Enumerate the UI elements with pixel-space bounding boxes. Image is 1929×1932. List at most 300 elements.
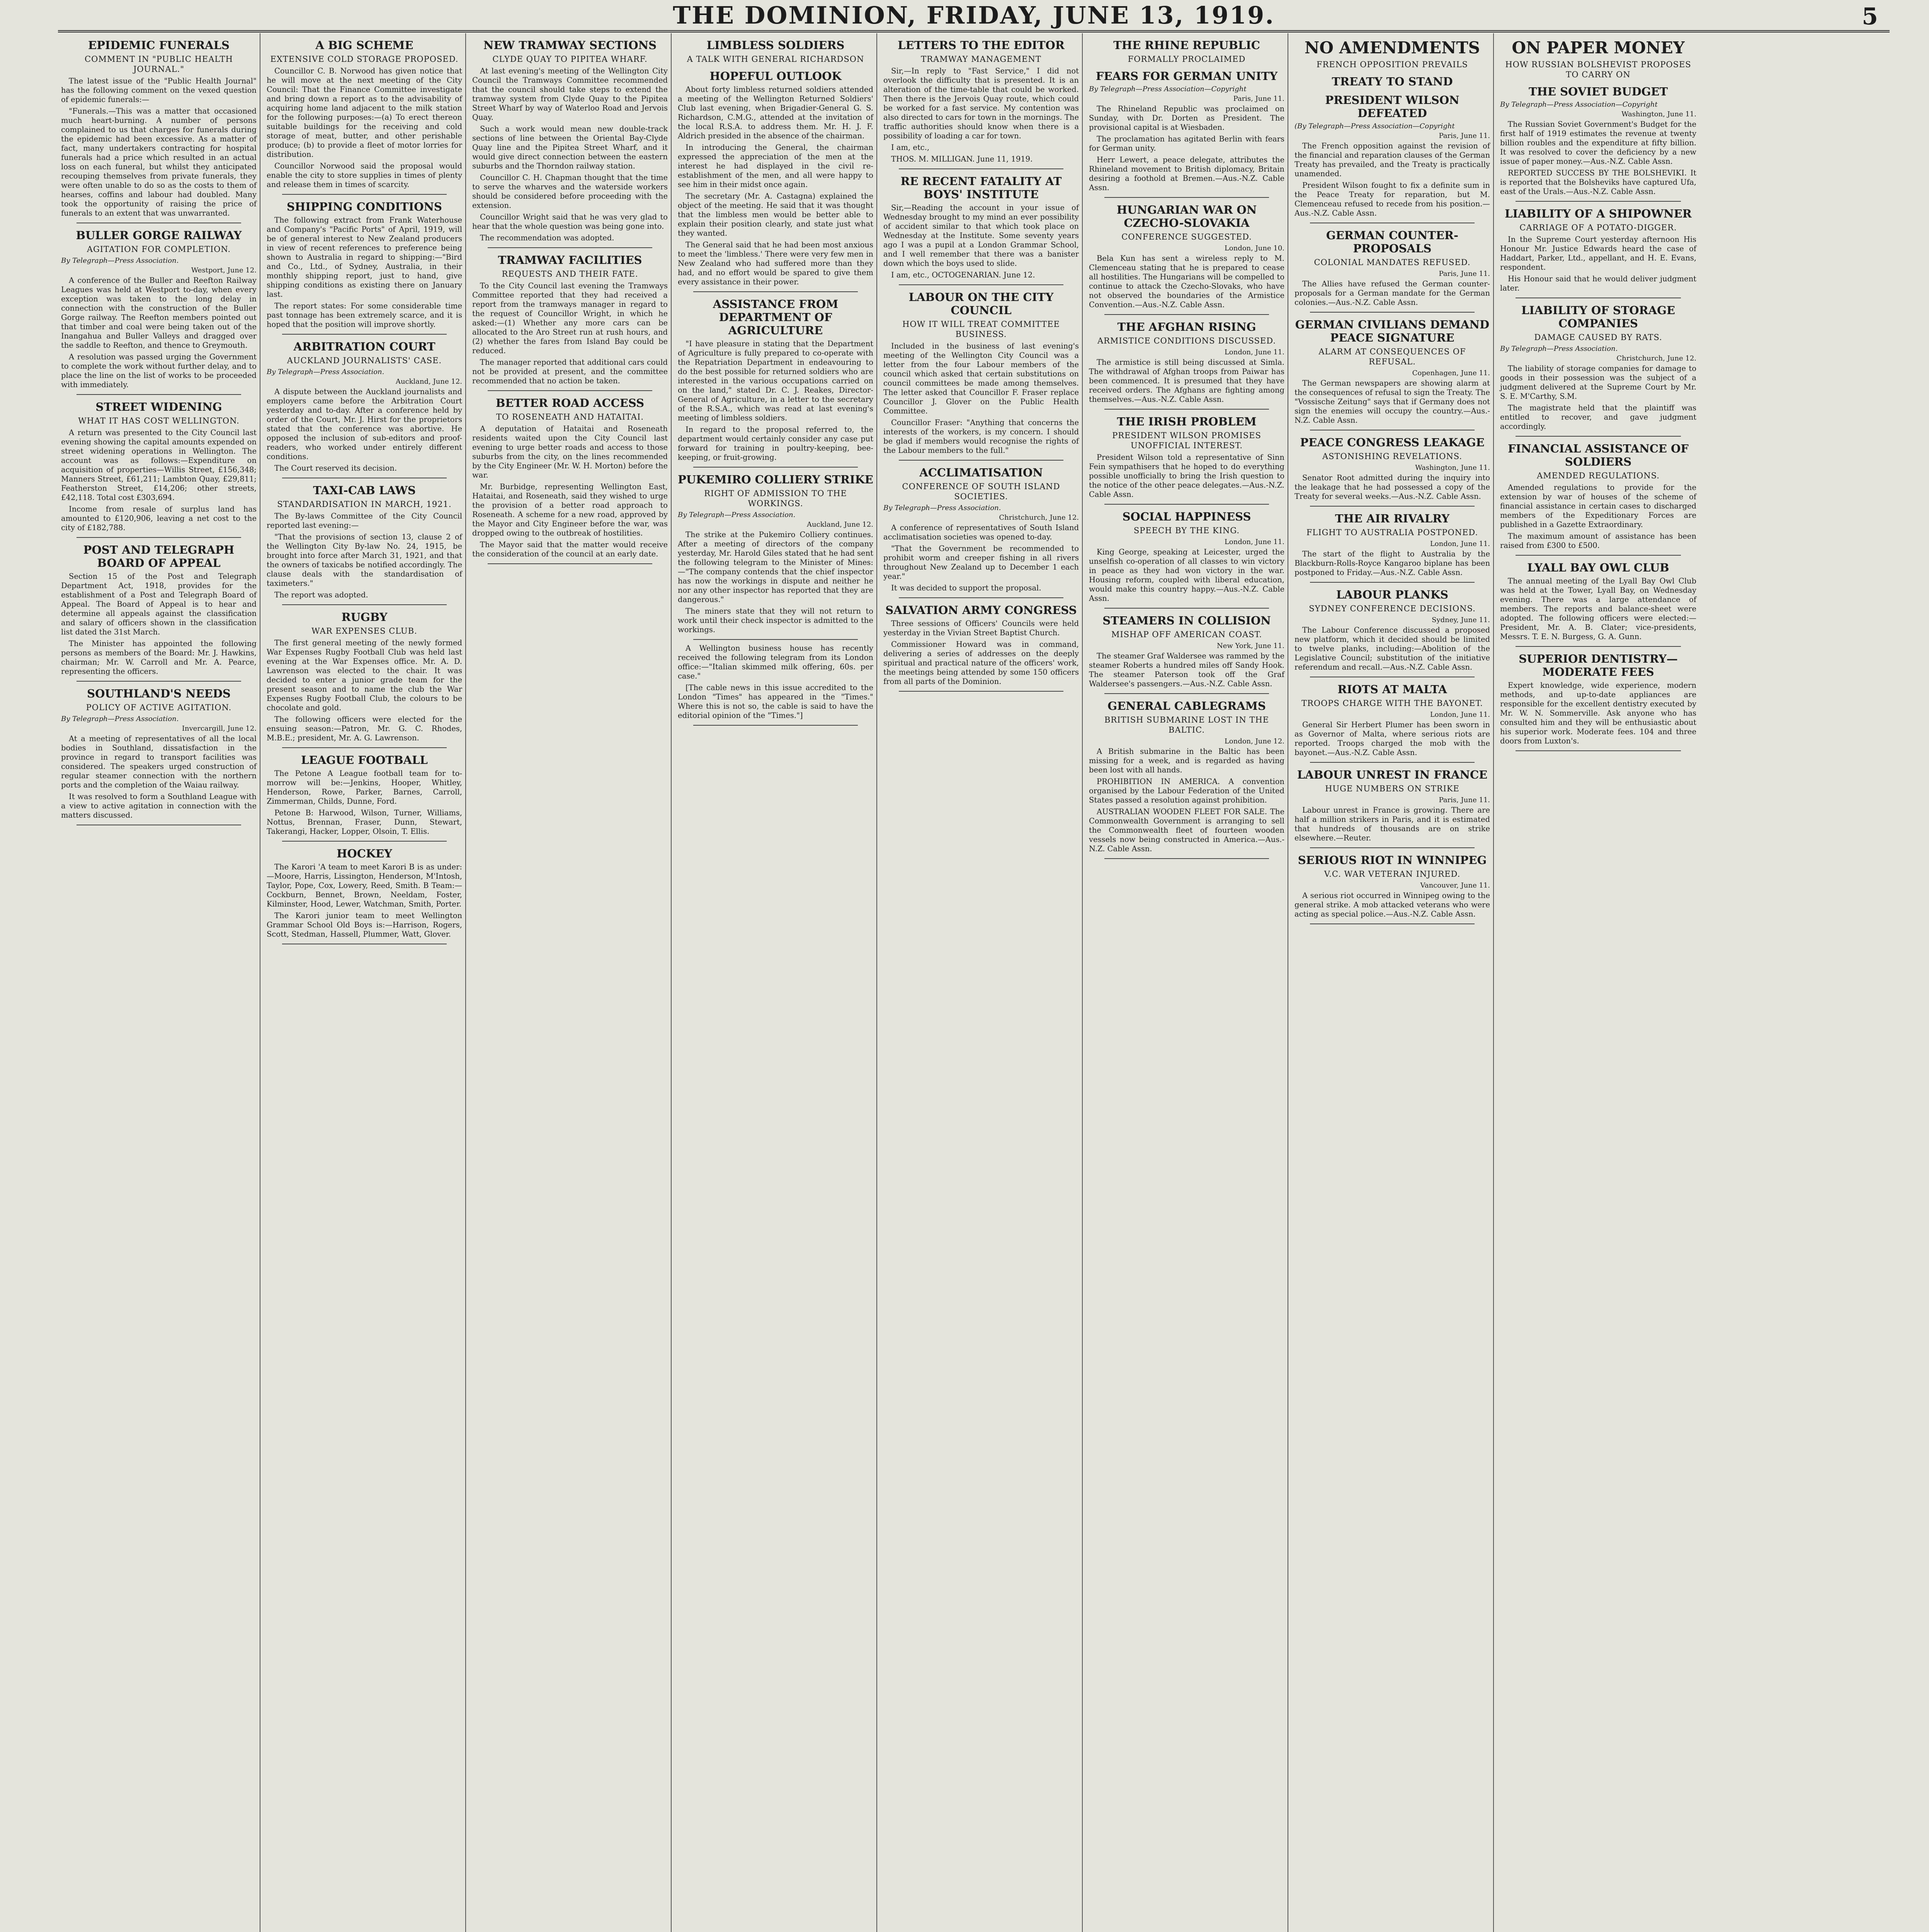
divider [1310, 923, 1475, 924]
divider [1104, 314, 1269, 315]
dateline: London, June 11. [1430, 711, 1490, 719]
article-headline: LIABILITY OF STORAGE COMPANIES [1521, 304, 1676, 330]
article-paragraph: The Petone A League football team for to-morrow will be:—Jenkins, Hooper, Whitley, Henderson, Rowe, Parker, Barnes, Carroll, Zimmerman, Childs, Dunne, Ford. [267, 769, 462, 806]
editorial-note: [The cable news in this issue accredited to the London "Times" has appeared in the "Times." Where this is not so, the cable is said to have the editorial opinion of the "Times."] [678, 683, 873, 720]
article-paragraph: A resolution was passed urging the Government to complete the work without further delay, and to place the line on the list of works to be proceeded with immediately. [61, 352, 257, 389]
article-subheadline: V.C. WAR VETERAN INJURED. [1324, 869, 1461, 879]
article-paragraph: Such a work would mean new double-track sections of line between the Oriental Bay-Clyde Quay line and the Pipitea Street Wharf, and it would give direct connection between the eastern suburbs and the Thorndon railway station. [472, 124, 668, 170]
article-paragraph: A serious riot occurred in Winnipeg owing to the general strike. A mob attacked veterans who were acting as special police.—Aus.-N.Z. Cable Assn. [1295, 891, 1490, 918]
divider [899, 597, 1063, 598]
byline: By Telegraph—Press Association. [678, 511, 796, 519]
article-paragraph: The Allies have refused the German counter-proposals for a German mandate for the German colonies.—Aus.-N.Z. Cable Assn. [1295, 279, 1490, 307]
article-paragraph: Sir,—In reply to "Fast Service," I did not overlook the difficulty that is presented. It is an alteration of the time-table that could be worked. Then there is the Jervois Quay route, which could be worked for a fast service. My contention was also directed to cars for town in the mornings. The traffic authorities should know when there is a possibility of loading a car for town. [883, 66, 1079, 140]
article-paragraph: To the City Council last evening the Tramways Committee reported that they had received a report from the tramways manager in regard to the request of Councillor Wright, in which he asked:—(1) Whether any more cars can be allocated to the Aro Street run at rush hours, and (2) whether the fares from Island Bay could be reduced. [472, 281, 668, 355]
article [472, 253, 668, 386]
article-paragraph: A dispute between the Auckland journalists and employers came before the Arbitration Court yesterday and to-day. After a conference held by order of the Court, Mr. J. Hirst for the proprietors stated that the conference was abortive. He opposed the inclusion of sub-editors and proof-readers, who worked under entirely different conditions. [267, 387, 462, 461]
article-headline: RIOTS AT MALTA [1337, 683, 1447, 696]
article-headline: THE AFGHAN RISING [1117, 320, 1256, 333]
article-subheadline: AUCKLAND JOURNALISTS' CASE. [287, 356, 442, 365]
divider [1310, 582, 1475, 583]
article-subheadline-2: FEARS FOR GERMAN UNITY [1095, 70, 1278, 83]
article-paragraph: Labour unrest in France is growing. There are half a million strikers in Paris, and it is estimated that hundreds of thousands are on strike elsewhere.—Reuter. [1295, 806, 1490, 842]
article-paragraph: AUSTRALIAN WOODEN FLEET FOR SALE. The Commonwealth Government is arranging to sell the Commonwealth fleet of fourteen wooden vessels now being constructed in America.—Aus.-N.Z. Cable Assn. [1089, 807, 1284, 853]
article-paragraph: The General said that he had been most anxious to meet the 'limbless.' There were very few men in New Zealand who had suffered more than they had, and no effort would be spared to give them every assistance in their power. [678, 240, 873, 286]
article-paragraph: "Funerals.—This was a matter that occasioned much heart-burning. A number of persons complained to us that charges for funerals during the epidemic had been excessive. As a matter of fact, many undertakers contracting for hospital funerals had a price which resulted in an actual loss on each funeral, but whilst they anticipated recouping themselves from private funerals, they were often unable to do so as the costs to them of hearses, coffins and labour had doubled. Many took the opportunity of raising the price of funerals to an extent that was unwarranted. [61, 107, 257, 218]
article-subheadline: REQUESTS AND THEIR FATE. [502, 269, 638, 279]
article-headline: LABOUR PLANKS [1336, 588, 1449, 601]
article-paragraph: A return was presented to the City Council last evening showing the capital amounts expended on street widening operations in Wellington. The account was as follows:—Expenditure on acquisition of properties—Willis Street, £156,348; Manners Street, £61,211; Lambton Quay, £29,811; Featherston Street, £14,206; other streets, £42,118. Total cost £303,694. [61, 428, 257, 502]
article-paragraph: The Minister has appointed the following persons as members of the Board: Mr. J. Hawkins, chairman; Mr. W. Carroll and Mr. A. Pearce, representing the officers. [61, 639, 257, 676]
divider [1516, 646, 1681, 647]
article-paragraph: In regard to the proposal referred to, the department would certainly consider any case put forward for training in poultry-keeping, bee-keeping, or fruit-growing. [678, 425, 873, 462]
article-paragraph: Councillor Fraser: "Anything that concerns the interests of the workers, is my concern. I should be glad if members would recognise the rights of the Labour members to the full." [883, 418, 1079, 455]
byline: By Telegraph—Press Association. [61, 257, 179, 265]
article-paragraph: President Wilson told a representative of Sinn Fein sympathisers that he hoped to do everything possible unofficially to bring the Irish question to the notice of the other peace delegates.—Aus.-N.Z. Cable Assn. [1089, 453, 1284, 499]
article-subheadline: PRESIDENT WILSON PROMISES UNOFFICIAL INTEREST. [1112, 431, 1261, 450]
article [1089, 203, 1284, 310]
divider [77, 681, 241, 682]
article-headline: SALVATION ARMY CONGRESS [885, 604, 1077, 617]
article-paragraph: The Court reserved its decision. [274, 464, 397, 473]
article [678, 473, 873, 634]
dateline: Paris, June 11. [1439, 796, 1490, 804]
dateline: London, June 12. [1224, 737, 1284, 745]
article-subheadline: HUGE NUMBERS ON STRIKE [1325, 784, 1460, 793]
divider [1104, 608, 1269, 609]
article-paragraph: The German newspapers are showing alarm at the consequences of refusal to sign the Treaty. The "Vossische Zeitung" says that if Germany does not sign the enemies will occupy the country.—Aus.-N.Z. Cable Assn. [1295, 379, 1490, 425]
divider [899, 460, 1063, 461]
masthead [58, 0, 1890, 32]
article-headline: STEAMERS IN COLLISION [1102, 614, 1271, 627]
article [267, 340, 462, 473]
article [1295, 683, 1490, 757]
article-headline: LIMBLESS SOLDIERS [706, 39, 845, 52]
article-subheadline: HOW IT WILL TREAT COMMITTEE BUSINESS. [902, 320, 1060, 339]
column-7 [1291, 33, 1494, 1932]
article [267, 753, 462, 836]
article-headline: GERMAN COUNTER-PROPOSALS [1326, 229, 1459, 255]
divider [1310, 847, 1475, 848]
column-6 [1086, 33, 1288, 1932]
article-subheadline: TROOPS CHARGE WITH THE BAYONET. [1301, 699, 1483, 708]
article-paragraph: Herr Lewert, a peace delegate, attributes the Rhineland movement to British diplomacy, Britain desiring a foothold at Bremen.—Aus.-N.Z. Cable Assn. [1089, 155, 1284, 192]
article [61, 543, 257, 676]
article-paragraph: "That the provisions of section 13, clause 2 of the Wellington City By-law No. 24, 1915, be brought into force after March 31, 1921, and that the owners of taxicabs be notified accordingly. The clause deals with the standardisation of taximeters." [267, 532, 462, 588]
divider [1516, 750, 1681, 751]
article-paragraph: The liability of storage companies for damage to goods in their possession was the subject of a judgment delivered at the Supreme Court by Mr. S. E. M'Carthy, S.M. [1500, 364, 1696, 401]
article-paragraph: A conference of the Buller and Reefton Railway Leagues was held at Westport to-day, when every exception was taken to the long delay in connection with the construction of the Buller Gorge railway. The Reefton members pointed out that timber and coal were being taken out of the Inangahua and Buller Valleys and dragged over the saddle to Reefton, and thence to Greymouth. [61, 276, 257, 350]
divider [282, 194, 447, 195]
article [61, 39, 257, 218]
article-paragraph: "That the Government be recommended to prohibit worm and creeper fishing in all rivers throughout New Zealand up to December 1 each year." [883, 544, 1079, 581]
article-paragraph: The French opposition against the revision of the financial and reparation clauses of the German Treaty has prevailed, and the Treaty is practically unamended. [1295, 141, 1490, 178]
article-paragraph: Expert knowledge, wide experience, modern methods, and up-to-date appliances are responsible for the excellent dentistry executed by Mr. W. N. Sommerville. Ask anyone who has consulted him and they will be enthusiastic about his superior work. Moderate fees. 104 and three doors from Luxton's. [1500, 681, 1696, 745]
article-headline: NEW TRAMWAY SECTIONS [483, 39, 657, 52]
divider [899, 691, 1063, 692]
article-paragraph: Amended regulations to provide for the extension by war of houses of the scheme of financial assistance in certain cases to discharged members of the Expeditionary Forces are published in a Gazette Extraordinary. [1500, 483, 1696, 529]
article-headline: LYALL BAY OWL CLUB [1527, 561, 1669, 574]
article [883, 175, 1079, 280]
article-subheadline: POLICY OF ACTIVE AGITATION. [86, 703, 232, 712]
article-paragraph: Section 15 of the Post and Telegraph Department Act, 1918, provides for the establishment of a Post and Telegraph Board of Appeal. The Board of Appeal is to hear and determine all appeals against the classification and salary of officers shown in the classification list dated the 31st March. [61, 572, 257, 636]
article-subheadline-2: THE SOVIET BUDGET [1528, 85, 1668, 98]
article-headline: SERIOUS RIOT IN WINNIPEG [1298, 854, 1487, 867]
article-headline: LETTERS TO THE EDITOR [898, 39, 1065, 52]
article-subheadline: COMMENT IN "PUBLIC HEALTH JOURNAL." [85, 54, 233, 74]
article-headline: PEACE CONGRESS LEAKAGE [1300, 436, 1485, 449]
article-paragraph: A Wellington business house has recently received the following telegram from its London office:—"Italian skimmed milk offering, 60s. per case." [678, 644, 873, 680]
news-columns [58, 33, 1890, 1932]
article-paragraph: The manager reported that additional cars could not be provided at present, and the committee recommended that no action be taken. [472, 358, 668, 385]
article [1089, 699, 1284, 854]
article-subheadline: FRENCH OPPOSITION PREVAILS [1317, 60, 1468, 69]
article [883, 291, 1079, 455]
article [1295, 229, 1490, 307]
article-subheadline: COLONIAL MANDATES REFUSED. [1314, 258, 1471, 267]
article-paragraph: PROHIBITION IN AMERICA. A convention organised by the Labour Federation of the United States passed a resolution against prohibition. [1089, 777, 1284, 804]
article-paragraph: Income from resale of surplus land has amounted to £120,906, leaving a net cost to the city of £182,788. [61, 505, 257, 532]
article-paragraph: In introducing the General, the chairman expressed the appreciation of the men at the interest he had displayed in the civil re-establishment of the men, and all were happy to see him in their midst once again. [678, 143, 873, 189]
article-subheadline: TO ROSENEATH AND HATAITAI. [496, 412, 644, 422]
article [1500, 304, 1696, 431]
article [1295, 854, 1490, 919]
byline: By Telegraph—Press Association. [1500, 345, 1618, 353]
article-headline: LABOUR ON THE CITY COUNCIL [908, 291, 1054, 317]
divider [693, 725, 858, 726]
article [61, 687, 257, 820]
article-paragraph: Sir,—Reading the account in your issue of Wednesday brought to my mind an ever possibility of accident similar to that which took place on Wednesday at the Institute. Some seventy years ago I was a pupil at a London Grammar School, and I well remember that there was a banister down which the boys used to slide. [883, 203, 1079, 268]
article-paragraph: Petone B: Harwood, Wilson, Turner, Williams, Nottus, Brennan, Fraser, Dunn, Stewart, Takerangi, Hacker, Lopper, Olsoin, T. Ellis. [267, 808, 462, 836]
article-headline: A BIG SCHEME [315, 39, 413, 52]
article-headline: THE IRISH PROBLEM [1117, 415, 1257, 428]
article-paragraph: The Russian Soviet Government's Budget for the first half of 1919 estimates the revenue at twenty billion roubles and the expenditure at fifty billion. It was resolved to cover the deficiency by a new issue of paper money.—Aus.-N.Z. Cable Assn. [1500, 120, 1696, 166]
divider [1516, 201, 1681, 202]
article-paragraph: The By-laws Committee of the City Council reported last evening:— [267, 512, 462, 530]
divider [1310, 762, 1475, 763]
article [1295, 39, 1490, 218]
article-paragraph: A British submarine in the Baltic has been missing for a week, and is regarded as having been lost with all hands. [1089, 747, 1284, 774]
article-subheadline: ARMISTICE CONDITIONS DISCUSSED. [1097, 336, 1276, 345]
divider [693, 467, 858, 468]
divider [282, 841, 447, 842]
article-headline: LIABILITY OF A SHIPOWNER [1505, 207, 1692, 220]
article-headline: RUGBY [341, 611, 388, 624]
article-headline: FINANCIAL ASSISTANCE OF SOLDIERS [1508, 442, 1689, 468]
article [1295, 588, 1490, 672]
article-paragraph: The following extract from Frank Waterhouse and Company's "Pacific Ports" of April, 1919, will be of general interest to New Zealand producers in view of recent references to preference being shown to Australia in regard to shipping:—"Bird and Co., Ltd., of Sydney, Australia, in their monthly shipping report, just to hand, give shipping conditions as existing there on January last. [267, 216, 462, 299]
dateline: Vancouver, June 11. [1420, 881, 1490, 889]
divider [693, 639, 858, 640]
article-headline: RE RECENT FATALITY AT BOYS' INSTITUTE [900, 175, 1062, 201]
article [1295, 436, 1490, 501]
article-subheadline: ASTONISHING REVELATIONS. [1322, 452, 1463, 461]
article-paragraph: It was decided to support the proposal. [891, 583, 1041, 592]
article-headline: SUPERIOR DENTISTRY—MODERATE FEES [1519, 652, 1678, 679]
article-headline: LEAGUE FOOTBALL [301, 753, 428, 767]
article-paragraph: Three sessions of Officers' Councils were held yesterday in the Vivian Street Baptist Church. [883, 619, 1079, 637]
article-headline: ON PAPER MONEY [1512, 38, 1685, 57]
article [472, 396, 668, 559]
article-paragraph: The maximum amount of assistance has been raised from £300 to £500. [1500, 532, 1696, 550]
column-5 [880, 33, 1083, 1932]
page-number: 5 [1862, 3, 1878, 30]
article-paragraph: REPORTED SUCCESS BY THE BOLSHEVIKI. It is reported that the Bolsheviks have captured Ufa, east of the Urals.—Aus.-N.Z. Cable Assn. [1500, 168, 1696, 196]
article-subheadline: CARRIAGE OF A POTATO-DIGGER. [1519, 223, 1677, 232]
article-paragraph: At last evening's meeting of the Wellington City Council the Tramways Committee recommended that the council should take steps to extend the tramway system from Clyde Quay to the Pipitea Street Wharf by way of Waterloo Road and Jervois Quay. [472, 66, 668, 122]
article-headline: POST AND TELEGRAPH BOARD OF APPEAL [83, 543, 235, 570]
article-headline: HUNGARIAN WAR ON CZECHO-SLOVAKIA [1116, 203, 1257, 230]
article-headline: GENERAL CABLEGRAMS [1107, 699, 1266, 713]
dateline: London, June 10. [1224, 244, 1284, 252]
dateline: Christchurch, June 12. [999, 514, 1079, 522]
column-3 [469, 33, 672, 1932]
article-paragraph: THOS. M. MILLIGAN. June 11, 1919. [891, 155, 1033, 163]
article [267, 200, 462, 329]
column-2 [264, 33, 466, 1932]
article-paragraph: Councillor Wright said that he was very glad to hear that the whole question was being gone into. [472, 213, 668, 231]
article-paragraph: Councillor Norwood said the proposal would enable the city to store supplies in times of plenty and release them in times of scarcity. [267, 162, 462, 189]
article-subheadline: FORMALLY PROCLAIMED [1128, 54, 1246, 64]
article-paragraph: King George, speaking at Leicester, urged the unselfish co-operation of all classes to win victory in peace as they had won victory in the war. Housing reform, coupled with liberal education, would make this country happy.—Aus.-N.Z. Cable Assn. [1089, 548, 1284, 603]
article-subheadline: HOW RUSSIAN BOLSHEVIST PROPOSES TO CARRY ON [1505, 60, 1691, 79]
article-subheadline: TRAMWAY MANAGEMENT [921, 54, 1041, 64]
dateline: Paris, June 11. [1233, 95, 1284, 103]
article-subheadline: WAR EXPENSES CLUB. [311, 626, 417, 636]
article [883, 466, 1079, 593]
divider [1516, 436, 1681, 437]
article [1295, 768, 1490, 843]
article-headline: STREET WIDENING [95, 400, 222, 413]
article [267, 39, 462, 189]
article [1089, 415, 1284, 499]
article-paragraph: The magistrate held that the plaintiff was entitled to recover, and gave judgment accordingly. [1500, 403, 1696, 431]
dateline: London, June 11. [1430, 540, 1490, 548]
dateline: Christchurch, June 12. [1616, 354, 1696, 362]
article-paragraph: The Rhineland Republic was proclaimed on Sunday, with Dr. Dorten as President. The provisional capital is at Wiesbaden. [1089, 104, 1284, 132]
article-subheadline: WHAT IT HAS COST WELLINGTON. [78, 416, 240, 425]
article-paragraph: The proclamation has agitated Berlin with fears for German unity. [1089, 134, 1284, 153]
article-paragraph: The report states: For some considerable time past tonnage has been extremely scarce, and it is hoped that the position will improve shortly. [267, 301, 462, 329]
dateline: London, June 11. [1224, 538, 1284, 546]
dateline: Auckland, June 12. [806, 520, 873, 529]
article-subheadline: SPEECH BY THE KING. [1133, 526, 1240, 535]
article-paragraph: The strike at the Pukemiro Colliery continues. After a meeting of directors of the company yesterday, Mr. Harold Giles stated that he had sent the following telegram to the Minister of Mines:—"The company contends that the chief inspector has now the workings in dispute and neither he nor any other inspector has reported that they are dangerous." [678, 530, 873, 604]
article-headline: LABOUR UNREST IN FRANCE [1297, 768, 1488, 781]
article-paragraph: The recommendation was adopted. [480, 233, 614, 242]
divider [1310, 312, 1475, 313]
column-8 [1497, 33, 1699, 1932]
divider [488, 390, 652, 391]
article-paragraph: I am, etc., [891, 143, 930, 152]
article-paragraph: It was resolved to form a Southland League with a view to active agitation in connection with the matters discussed. [61, 792, 257, 820]
article-paragraph: The steamer Graf Waldersee was rammed by the steamer Roberts a hundred miles off Sandy Hook. The steamer Paterson took off the Graf Waldersee's passengers.—Aus.-N.Z. Cable Assn. [1089, 651, 1284, 688]
article-headline: NO AMENDMENTS [1305, 38, 1480, 57]
article-headline: SOUTHLAND'S NEEDS [87, 687, 231, 700]
article-paragraph: The first general meeting of the newly formed War Expenses Rugby Football Club was held last evening at the War Expenses office. Mr. A. D. Lawrenson was elected to the chair. It was decided to enter a junior grade team for the present season and to name the club the War Expenses Rugby Football Club, the colours to be chocolate and gold. [267, 638, 462, 712]
divider [1104, 504, 1269, 505]
article-paragraph: The annual meeting of the Lyall Bay Owl Club was held at the Tower, Lyall Bay, on Wednesday evening. There was a large attendance of members. The reports and balance-sheet were adopted. The following officers were elected:—President, Mr. A. B. Clater; vice-presidents, Messrs. T. E. N. Burgess, G. A. Gunn. [1500, 577, 1696, 641]
article-paragraph: Councillor C. H. Chapman thought that the time to serve the wharves and the waterside workers should be considered before proceeding with the extension. [472, 173, 668, 210]
article [678, 39, 873, 287]
article-subheadline: AGITATION FOR COMPLETION. [87, 245, 231, 254]
article-paragraph: The Labour Conference discussed a proposed new platform, which it decided should be limited to twelve planks, including:—Abolition of the Legislative Council; substitution of the initiative referendum and recall.—Aus.-N.Z. Cable Assn. [1295, 626, 1490, 672]
article-subheadline: CONFERENCE OF SOUTH ISLAND SOCIETIES. [902, 482, 1060, 501]
divider [282, 747, 447, 748]
article-paragraph: The Mayor said that the matter would receive the consideration of the council at an early date. [472, 540, 668, 558]
article-paragraph: "I have pleasure in stating that the Department of Agriculture is fully prepared to co-operate with the Repatriation Department in endeavouring to do the best possible for returned soldiers who are interested in the various occupations carried on on the land," stated Dr. C. J. Reakes, Director-General of Agriculture, in a letter to the secretary of the R.S.A., which was read at last evening's meeting of limbless soldiers. [678, 339, 873, 422]
article [267, 847, 462, 939]
article [1089, 320, 1284, 404]
article-paragraph: The secretary (Mr. A. Castagna) explained the object of the meeting. He said that it was thought that the limbless men would be better able to explain their position clearly, and state just what they wanted. [678, 192, 873, 238]
article [1089, 614, 1284, 689]
article-headline: BETTER ROAD ACCESS [495, 396, 645, 410]
article [1500, 652, 1696, 746]
divider [1104, 409, 1269, 410]
article-headline: PUKEMIRO COLLIERY STRIKE [678, 473, 873, 486]
article [678, 298, 873, 462]
newspaper-title: THE DOMINION, FRIDAY, JUNE 13, 1919. [673, 1, 1275, 29]
article-headline: ARBITRATION COURT [293, 340, 435, 353]
article [1295, 318, 1490, 425]
divider [77, 394, 241, 395]
article [1089, 510, 1284, 603]
divider [282, 604, 447, 605]
article-subheadline: MISHAP OFF AMERICAN COAST. [1111, 630, 1262, 639]
article-headline: HOCKEY [337, 847, 392, 860]
article-subheadline: AMENDED REGULATIONS. [1537, 471, 1660, 480]
article-paragraph: About forty limbless returned soldiers attended a meeting of the Wellington Returned Soldiers' Club last evening, when Brigadier-General G. S. Richardson, C.M.G., attended at the invitation of the local R.S.A. to address them. Mr. H. J. F. Aldrich presided in the absence of the chairman. [678, 85, 873, 140]
dateline: Paris, June 11. [1439, 132, 1490, 140]
article-paragraph: A conference of representatives of South Island acclimatisation societies was opened to-day. [883, 523, 1079, 541]
article-headline: TAXI-CAB LAWS [313, 484, 416, 497]
column-4 [675, 33, 877, 1932]
article-paragraph: The report was adopted. [274, 590, 368, 599]
article-paragraph: His Honour said that he would deliver judgment later. [1500, 274, 1696, 293]
article-subheadline: DAMAGE CAUSED BY RATS. [1534, 333, 1662, 342]
article-subheadline-3: PRESIDENT WILSON DEFEATED [1325, 94, 1460, 120]
article-headline: BULLER GORGE RAILWAY [76, 229, 242, 242]
article-subheadline: SYDNEY CONFERENCE DECISIONS. [1309, 604, 1476, 613]
divider [1516, 555, 1681, 556]
article-headline: SHIPPING CONDITIONS [287, 200, 442, 213]
article-paragraph: The Karori 'A team to meet Karori B is as under:—Moore, Harris, Lissington, Henderson, M'Intosh, Taylor, Pope, Cox, Lowery, Reed, Smith. B Team:—Cockburn, Bennet, Brown, Neeldam, Foster, Kilminster, Hood, Lewer, Watchman, Smith, Porter. [267, 862, 462, 908]
article-subheadline: BRITISH SUBMARINE LOST IN THE BALTIC. [1104, 715, 1269, 735]
article-subheadline: CLYDE QUAY TO PIPITEA WHARF. [492, 54, 648, 64]
article-paragraph: Mr. Burbidge, representing Wellington East, Hataitai, and Roseneath, said they wished to urge the provision of a better road approach to Roseneath. A scheme for a new road, approved by the Mayor and City Engineer before the war, was dropped owing to the outbreak of hostilities. [472, 482, 668, 537]
dateline: Invercargill, June 12. [182, 724, 257, 733]
article-headline: THE RHINE REPUBLIC [1113, 39, 1260, 52]
article [1295, 512, 1490, 577]
byline: By Telegraph—Press Association. [883, 504, 1001, 512]
article [1500, 442, 1696, 550]
article-headline: ACCLIMATISATION [919, 466, 1043, 479]
article [1500, 39, 1696, 196]
byline: By Telegraph—Press Association—Copyright [1089, 85, 1247, 93]
article-subheadline: STANDARDISATION IN MARCH, 1921. [277, 500, 452, 509]
article-headline: ASSISTANCE FROM DEPARTMENT OF AGRICULTURE [713, 298, 839, 337]
column-1 [58, 33, 260, 1932]
divider [77, 537, 241, 538]
article [678, 644, 873, 720]
article-paragraph: The armistice is still being discussed at Simla. The withdrawal of Afghan troops from Paiwar has been commenced. It is presumed that they have received orders. The Afghans are fighting among themselves.—Aus.-N.Z. Cable Assn. [1089, 358, 1284, 404]
article-subheadline: ALARM AT CONSEQUENCES OF REFUSAL. [1318, 347, 1466, 366]
article-headline: EPIDEMIC FUNERALS [88, 39, 230, 52]
divider [693, 291, 858, 292]
divider [1104, 693, 1269, 694]
byline: By Telegraph—Press Association. [267, 368, 384, 376]
dateline: Paris, June 11. [1439, 270, 1490, 278]
byline: (By Telegraph—Press Association—Copyright [1295, 122, 1455, 130]
article-headline: TRAMWAY FACILITIES [498, 253, 642, 267]
article-paragraph: The latest issue of the "Public Health Journal" has the following comment on the vexed question of epidemic funerals:— [61, 77, 257, 104]
article-paragraph: The start of the flight to Australia by the Blackburn-Rolls-Royce Kangaroo biplane has been postponed to Friday.—Aus.-N.Z. Cable Assn. [1295, 549, 1490, 577]
article-paragraph: The miners state that they will not return to work until their check inspector is admitted to the workings. [678, 607, 873, 634]
dateline: Auckland, June 12. [395, 378, 462, 386]
article-paragraph: Senator Root admitted during the inquiry into the leakage that he had possessed a copy of the Treaty for several weeks.—Aus.-N.Z. Cable Assn. [1295, 473, 1490, 501]
dateline: Westport, June 12. [191, 266, 257, 274]
article [61, 229, 257, 389]
article [1089, 39, 1284, 192]
article-headline: GERMAN CIVILIANS DEMAND PEACE SIGNATURE [1295, 318, 1490, 344]
article-subheadline-2: HOPEFUL OUTLOOK [709, 70, 842, 83]
article [1500, 561, 1696, 641]
article-subheadline: EXTENSIVE COLD STORAGE PROPOSED. [270, 54, 459, 64]
dateline: Washington, June 11. [1621, 110, 1696, 118]
dateline: New York, June 11. [1216, 642, 1284, 650]
article-paragraph: A deputation of Hataitai and Roseneath residents waited upon the City Council last evening to urge better roads and access to those suburbs from the city, on the lines recommended by the City Engineer (Mr. W. H. Morton) before the war. [472, 424, 668, 480]
article-paragraph: I am, etc., OCTOGENARIAN. June 12. [891, 270, 1035, 279]
byline: By Telegraph—Press Association. [61, 715, 179, 723]
divider [282, 334, 447, 335]
dateline: London, June 11. [1224, 348, 1284, 356]
article [267, 484, 462, 600]
article [1500, 207, 1696, 293]
divider [488, 247, 652, 248]
article-subheadline: CONFERENCE SUGGESTED. [1121, 232, 1252, 242]
article-subheadline: A TALK WITH GENERAL RICHARDSON [687, 54, 864, 64]
article [472, 39, 668, 243]
article-paragraph: In the Supreme Court yesterday afternoon His Honour Mr. Justice Edwards heard the case of Haddart, Parker, Ltd., appellant, and H. E. Evans, respondent. [1500, 235, 1696, 272]
dateline: Copenhagen, June 11. [1412, 369, 1490, 377]
article-paragraph: Bela Kun has sent a wireless reply to M. Clemenceau stating that he is prepared to cease all hostilities. The Hungarians will be compelled to continue to attack the Czecho-Slovaks, who have not observed the boundaries of the Armistice Convention.—Aus.-N.Z. Cable Assn. [1089, 254, 1284, 309]
article-paragraph: The Karori junior team to meet Wellington Grammar School Old Boys is:—Harrison, Rogers, Scott, Stedman, Hassell, Plummer, Watt, Glover. [267, 911, 462, 939]
divider [488, 563, 652, 564]
article-paragraph: Councillor C. B. Norwood has given notice that he will move at the next meeting of the City Council: That the Finance Committee investigate and bring down a report as to the advisability of acquiring home land adjacent to the milk station for the following purposes:—(a) To erect thereon suitable buildings for the receiving and cold storage of meat, butter, and other perishable produce; (b) to provide a fleet of motor lorries for distribution. [267, 66, 462, 159]
divider [1104, 858, 1269, 859]
article [267, 611, 462, 743]
article-headline: SOCIAL HAPPINESS [1122, 510, 1251, 523]
article [883, 604, 1079, 686]
article [61, 400, 257, 532]
article-paragraph: At a meeting of representatives of all the local bodies in Southland, dissatisfaction in the province in regard to transport facilities was considered. The speakers urged construction of regular steamer connection with the northern ports and the completion of the Waiau railway. [61, 734, 257, 789]
article-paragraph: President Wilson fought to fix a definite sum in the Peace Treaty for reparation, but M. Clemenceau refused to recede from his position.—Aus.-N.Z. Cable Assn. [1295, 181, 1490, 218]
article-paragraph: General Sir Herbert Plumer has been sworn in as Governor of Malta, where serious riots are reported. Troops charged the mob with the bayonet.—Aus.-N.Z. Cable Assn. [1295, 720, 1490, 757]
divider [899, 168, 1063, 169]
article-paragraph: Commissioner Howard was in command, delivering a series of addresses on the deeply spiritual and practical nature of the officers' work, the meetings being attended by some 150 officers from all parts of the Dominion. [883, 640, 1079, 686]
article [883, 39, 1079, 164]
article-headline: THE AIR RIVALRY [1335, 512, 1450, 525]
article-subheadline-2: TREATY TO STAND [1332, 75, 1453, 88]
article-paragraph: The following officers were elected for the ensuing season:—Patron, Mr. G. C. Rhodes, M.B.E.; president, Mr. A. G. Lawrenson. [267, 715, 462, 742]
divider [1104, 197, 1269, 198]
divider [1310, 506, 1475, 507]
article-subheadline: RIGHT OF ADMISSION TO THE WORKINGS. [704, 489, 847, 508]
dateline: Washington, June 11. [1415, 464, 1490, 472]
divider [899, 284, 1063, 285]
article-subheadline: FLIGHT TO AUSTRALIA POSTPONED. [1306, 528, 1478, 537]
dateline: Sydney, June 11. [1432, 616, 1490, 624]
article-paragraph: Included in the business of last evening's meeting of the Wellington City Council was a letter from the four Labour members of the council which asked that certain substitutions on council committees be made among themselves. The letter asked that Councillor F. Fraser replace Councillor J. Glover on the Public Health Committee. [883, 342, 1079, 415]
